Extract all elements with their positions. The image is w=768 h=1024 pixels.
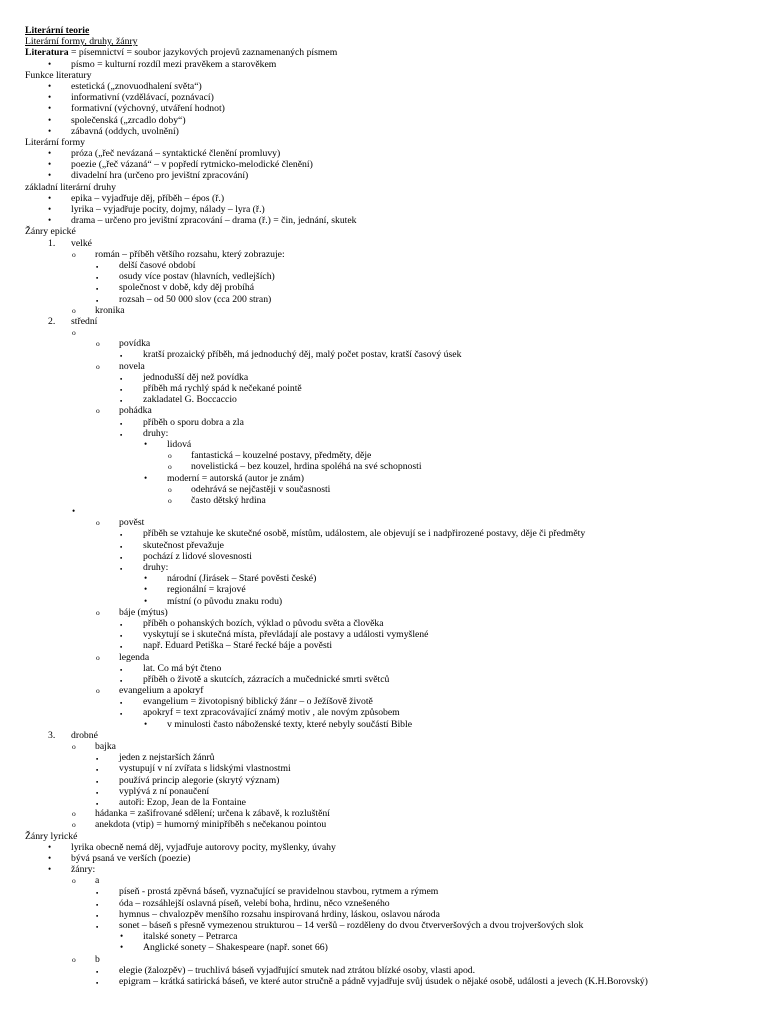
line-text: zábavná (oddych, uvolnění) bbox=[71, 125, 179, 137]
document-line bbox=[25, 25, 755, 36]
document-line bbox=[25, 752, 755, 763]
document-line bbox=[25, 886, 755, 897]
bullet-square-icon: ▪ bbox=[96, 968, 99, 976]
document-line bbox=[25, 461, 755, 472]
line-text: próza („řeč nevázaná – syntaktické členění promluvy) bbox=[71, 148, 281, 160]
bullet-square-icon: ▪ bbox=[96, 924, 99, 931]
line-text: příběh o životě a skutcích, zázracích a mučednické smrti světců bbox=[143, 673, 390, 685]
line-text: román – příběh většího rozsahu, který zobrazuje: bbox=[95, 248, 285, 260]
bullet-disc-icon: • bbox=[48, 170, 52, 181]
line-text: druhy: bbox=[143, 427, 169, 439]
bullet-square-icon: ▪ bbox=[96, 800, 99, 808]
line-text: estetická („znovuodhalení světa“) bbox=[71, 80, 202, 92]
bullet-circle-icon: o bbox=[72, 305, 76, 315]
line-text: poezie („řeč vázaná“ – v popředí rytmicko-melodické členění) bbox=[71, 159, 313, 171]
bullet-disc-icon: • bbox=[48, 80, 52, 91]
line-text: např. Eduard Petiška – Staré řecké báje a pověsti bbox=[143, 640, 333, 652]
document-line bbox=[25, 282, 755, 293]
bullet-disc-icon: • bbox=[120, 942, 124, 953]
line-text: hádanka = zašifrované sdělení; určena k zábavě, k rozluštění bbox=[95, 808, 330, 820]
bullet-square-icon: ▪ bbox=[96, 789, 99, 797]
bullet-disc-icon: • bbox=[120, 931, 124, 942]
line-text: pohádka bbox=[119, 405, 152, 417]
bullet-disc-icon: • bbox=[72, 506, 76, 517]
bullet-circle-icon: o bbox=[96, 518, 100, 528]
line-text: a bbox=[95, 875, 100, 887]
bullet-disc-icon: • bbox=[48, 852, 52, 863]
line-text: delší časové období bbox=[119, 259, 196, 271]
bullet-circle-icon: o bbox=[72, 249, 76, 259]
document-line bbox=[25, 271, 755, 282]
document-line bbox=[25, 719, 755, 730]
line-text: píseň - prostá zpěvná báseň, vyznačující se pravidelnou stavbou, rytmem a rýmem bbox=[119, 886, 439, 898]
bullet-circle-icon: o bbox=[72, 328, 76, 338]
line-text: povídka bbox=[119, 338, 151, 350]
line-text: lyrika obecně nemá děj, vyjadřuje autorovy pocity, myšlenky, úvahy bbox=[71, 841, 336, 853]
document-line bbox=[25, 696, 755, 707]
bullet-circle-icon: o bbox=[168, 462, 172, 472]
document-line bbox=[25, 607, 755, 618]
line-text: b bbox=[95, 953, 100, 965]
document-line bbox=[25, 573, 755, 584]
line-text: příběh o sporu dobra a zla bbox=[143, 416, 244, 428]
line-text: základní literární druhy bbox=[25, 181, 116, 193]
document-line bbox=[25, 103, 755, 114]
line-text: báje (mýtus) bbox=[119, 606, 168, 618]
line-text: příběh má rychlý spád k nečekané pointě bbox=[143, 383, 302, 394]
bullet-square-icon: ▪ bbox=[120, 532, 123, 540]
bullet-circle-icon: o bbox=[96, 652, 100, 662]
line-text: bývá psaná ve verších (poezie) bbox=[71, 852, 191, 864]
document-line bbox=[25, 81, 755, 92]
document-line bbox=[25, 707, 755, 718]
document-line bbox=[25, 775, 755, 786]
bullet-circle-icon: o bbox=[96, 339, 100, 349]
line-text: rozsah – od 50 000 slov (cca 200 stran) bbox=[119, 293, 272, 305]
document-line bbox=[25, 361, 755, 372]
bullet-square-icon: ▪ bbox=[120, 621, 123, 629]
document-line bbox=[25, 137, 755, 148]
document-line bbox=[25, 159, 755, 170]
document-line bbox=[25, 819, 755, 830]
document-line bbox=[25, 115, 755, 126]
line-text: Anglické sonety – Shakespeare (např. sonet 66) bbox=[143, 942, 328, 954]
document-line bbox=[25, 47, 755, 58]
line-text: často dětský hrdina bbox=[191, 494, 266, 506]
document-line bbox=[25, 238, 755, 249]
line-text: národní (Jirásek – Staré pověsti české) bbox=[167, 573, 317, 585]
document-line bbox=[25, 741, 755, 752]
bullet-square-icon: ▪ bbox=[120, 644, 123, 652]
line-text: zakladatel G. Boccaccio bbox=[143, 394, 237, 406]
document-line bbox=[25, 338, 755, 349]
bullet-square-icon: ▪ bbox=[96, 901, 99, 909]
document-line bbox=[25, 428, 755, 439]
line-text: autoři: Ezop, Jean de la Fontaine bbox=[119, 796, 246, 808]
bullet-square-icon: ▪ bbox=[120, 566, 123, 573]
bullet-circle-icon: o bbox=[168, 451, 172, 461]
document-line bbox=[25, 652, 755, 663]
document-line bbox=[25, 450, 755, 461]
line-text: Funkce literatury bbox=[25, 69, 92, 81]
document-line bbox=[25, 506, 755, 517]
document-line bbox=[25, 473, 755, 484]
line-text: osudy více postav (hlavních, vedlejších) bbox=[119, 271, 275, 283]
line-text-rest: = písemnictví = soubor jazykových projevů zaznamenaných písmem bbox=[68, 47, 338, 59]
bullet-disc-icon: • bbox=[144, 573, 148, 584]
list-number: 2. bbox=[48, 315, 56, 327]
line-text: skutečnost převažuje bbox=[143, 539, 224, 551]
bullet-square-icon: ▪ bbox=[96, 778, 99, 786]
line-text: žánry: bbox=[71, 864, 96, 876]
document-line bbox=[25, 193, 755, 204]
bullet-circle-icon: o bbox=[168, 495, 172, 505]
line-text: divadelní hra (určeno pro jevištní zpracování) bbox=[71, 170, 249, 182]
document-line bbox=[25, 920, 755, 931]
document-line bbox=[25, 797, 755, 808]
bullet-circle-icon: o bbox=[96, 686, 100, 696]
line-text: apokryf = text zpracovávající známý motiv , ale novým způsobem bbox=[143, 707, 400, 719]
document-line bbox=[25, 305, 755, 316]
line-text: druhy: bbox=[143, 562, 169, 573]
document-line bbox=[25, 182, 755, 193]
bullet-disc-icon: • bbox=[48, 148, 52, 159]
bullet-disc-icon: • bbox=[144, 438, 148, 449]
line-text: vystupují v ní zvířata s lidskými vlastnostmi bbox=[119, 763, 291, 775]
bullet-square-icon: ▪ bbox=[96, 263, 99, 271]
line-text: bajka bbox=[95, 741, 116, 752]
line-text: společnost v době, kdy děj probíhá bbox=[119, 282, 255, 294]
bullet-square-icon: ▪ bbox=[96, 756, 99, 764]
document-line bbox=[25, 417, 755, 428]
document-line bbox=[25, 931, 755, 942]
bullet-square-icon: ▪ bbox=[96, 979, 99, 987]
line-text: sonet – báseň s přesně vymezenou strukturou – 14 veršů – rozděleny do dvou čtververšových a dvou trojveršových slok bbox=[119, 920, 584, 931]
document-line bbox=[25, 596, 755, 607]
line-text: drama – určeno pro jevištní zpracování – drama (ř.) = čin, jednání, skutek bbox=[71, 215, 357, 227]
line-text: legenda bbox=[119, 651, 150, 663]
line-text: pochází z lidové slovesnosti bbox=[143, 550, 252, 562]
line-text: lidová bbox=[167, 438, 192, 450]
document-line bbox=[25, 294, 755, 305]
document-line bbox=[25, 629, 755, 640]
document-line bbox=[25, 226, 755, 237]
bullet-square-icon: ▪ bbox=[120, 633, 123, 641]
line-text: Literární formy bbox=[25, 136, 85, 148]
bullet-square-icon: ▪ bbox=[120, 431, 123, 439]
bullet-disc-icon: • bbox=[48, 204, 52, 214]
bullet-disc-icon: • bbox=[48, 192, 52, 203]
bullet-square-icon: ▪ bbox=[120, 700, 123, 708]
document-line bbox=[25, 853, 755, 864]
line-text bbox=[25, 47, 337, 58]
document-line bbox=[25, 663, 755, 674]
list-number: 3. bbox=[48, 729, 56, 741]
document-subtitle: Literární formy, druhy, žánry bbox=[25, 36, 138, 48]
document-line bbox=[25, 148, 755, 159]
list-number: 1. bbox=[48, 237, 56, 249]
document-line bbox=[25, 260, 755, 271]
document-line bbox=[25, 965, 755, 976]
bullet-circle-icon: o bbox=[168, 484, 172, 494]
document-body bbox=[25, 25, 755, 987]
document-line bbox=[25, 349, 755, 360]
document-line bbox=[25, 942, 755, 953]
document-line bbox=[25, 864, 755, 875]
line-text: drobné bbox=[71, 729, 98, 741]
bullet-circle-icon: o bbox=[72, 954, 76, 964]
line-text: kronika bbox=[95, 304, 125, 316]
document-line bbox=[25, 909, 755, 920]
line-text: novela bbox=[119, 360, 145, 372]
line-text: vyskytují se i skutečná místa, převládají ale postavy a události vymyšlené bbox=[143, 629, 429, 641]
bullet-square-icon: ▪ bbox=[120, 375, 123, 383]
line-text: společenská („zrcadlo doby“) bbox=[71, 114, 186, 126]
bullet-circle-icon: o bbox=[96, 361, 100, 371]
line-text: epika – vyjadřuje děj, příběh – épos (ř.) bbox=[71, 192, 225, 204]
document-line bbox=[25, 92, 755, 103]
bullet-square-icon: ▪ bbox=[96, 275, 99, 283]
document-line bbox=[25, 584, 755, 595]
document-line bbox=[25, 786, 755, 797]
document-line bbox=[25, 898, 755, 909]
bullet-disc-icon: • bbox=[48, 58, 52, 69]
line-text: Žánry epické bbox=[25, 226, 76, 238]
document-line bbox=[25, 831, 755, 842]
bullet-square-icon: ▪ bbox=[120, 711, 123, 719]
document-line bbox=[25, 70, 755, 81]
line-text: hymnus – chvalozpěv menšího rozsahu inspirovaná hrdiny, láskou, oslavou národa bbox=[119, 908, 440, 920]
bullet-disc-icon: • bbox=[48, 92, 52, 103]
bullet-square-icon: ▪ bbox=[96, 297, 99, 305]
document-line bbox=[25, 495, 755, 506]
document-line bbox=[25, 405, 755, 416]
document-line bbox=[25, 372, 755, 383]
bullet-circle-icon: o bbox=[72, 809, 76, 819]
line-text: informativní (vzdělávací, poznávací) bbox=[71, 92, 214, 104]
document-line bbox=[25, 528, 755, 539]
line-text: jeden z nejstarších žánrů bbox=[119, 752, 215, 764]
bullet-disc-icon: • bbox=[144, 595, 148, 606]
document-line bbox=[25, 808, 755, 819]
bullet-square-icon: ▪ bbox=[120, 420, 123, 428]
document-line bbox=[25, 540, 755, 551]
document-line bbox=[25, 730, 755, 741]
bullet-disc-icon: • bbox=[48, 159, 52, 170]
document-line bbox=[25, 59, 755, 70]
document-line bbox=[25, 394, 755, 405]
line-text: lyrika – vyjadřuje pocity, dojmy, nálady – lyra (ř.) bbox=[71, 204, 265, 215]
line-text: formativní (výchovný, utváření hodnot) bbox=[71, 103, 225, 115]
line-text: moderní = autorská (autor je znám) bbox=[167, 472, 305, 484]
bullet-square-icon: ▪ bbox=[120, 398, 123, 406]
line-text: místní (o původu znaku rodu) bbox=[167, 595, 283, 607]
bullet-square-icon: ▪ bbox=[96, 890, 99, 898]
bullet-disc-icon: • bbox=[48, 864, 52, 875]
line-text: pověst bbox=[119, 517, 145, 529]
document-line bbox=[25, 36, 755, 47]
document-line bbox=[25, 685, 755, 696]
bullet-disc-icon: • bbox=[144, 472, 148, 483]
line-text: óda – rozsáhlejší oslavná píseň, velebí boha, hrdinu, něco vznešeného bbox=[119, 897, 390, 909]
document-line bbox=[25, 215, 755, 226]
document-line bbox=[25, 842, 755, 853]
line-text: elegie (žalozpěv) – truchlivá báseň vyjadřující smutek nad ztrátou blízké osoby, vlasti apod. bbox=[119, 964, 476, 976]
document-line bbox=[25, 249, 755, 260]
document-line bbox=[25, 976, 755, 987]
document-line bbox=[25, 204, 755, 215]
line-text: vyplývá z ní ponaučení bbox=[119, 785, 210, 797]
bullet-disc-icon: • bbox=[48, 125, 52, 136]
line-text: italské sonety – Petrarca bbox=[143, 931, 238, 943]
line-text: používá princip alegorie (skrytý význam) bbox=[119, 774, 280, 786]
bullet-square-icon: ▪ bbox=[120, 554, 123, 562]
document-line bbox=[25, 316, 755, 327]
bold-term: Literatura bbox=[25, 47, 69, 59]
bullet-square-icon: ▪ bbox=[120, 666, 123, 674]
document-line bbox=[25, 439, 755, 450]
line-text: příběh se vztahuje ke skutečné osobě, místům, událostem, ale objevují se i nadpřirozené postavy, děje či předměty bbox=[143, 528, 586, 540]
document-line bbox=[25, 170, 755, 181]
bullet-circle-icon: o bbox=[96, 607, 100, 617]
bullet-square-icon: ▪ bbox=[120, 543, 123, 551]
bullet-square-icon: ▪ bbox=[120, 353, 123, 361]
line-text: novelistická – bez kouzel, hrdina spoléhá na své schopnosti bbox=[191, 461, 422, 473]
bullet-square-icon: ▪ bbox=[120, 677, 123, 685]
document-line bbox=[25, 763, 755, 774]
document-line bbox=[25, 383, 755, 394]
line-text: jednodušší děj než povídka bbox=[143, 371, 249, 383]
line-text: odehrává se nejčastěji v současnosti bbox=[191, 483, 331, 495]
line-text: anekdota (vtip) = humorný minipříběh s nečekanou pointou bbox=[95, 819, 327, 831]
bullet-circle-icon: o bbox=[96, 406, 100, 416]
line-text: příběh o pohanských bozích, výklad o původu světa a člověka bbox=[143, 617, 384, 629]
document-line bbox=[25, 875, 755, 886]
document-line bbox=[25, 551, 755, 562]
document-line bbox=[25, 517, 755, 528]
bullet-disc-icon: • bbox=[48, 215, 52, 226]
line-text: fantastická – kouzelné postavy, předměty, děje bbox=[191, 450, 372, 462]
document-line bbox=[25, 484, 755, 495]
bullet-disc-icon: • bbox=[48, 103, 52, 114]
bullet-square-icon: ▪ bbox=[96, 286, 99, 294]
document-line bbox=[25, 674, 755, 685]
line-text: epigram – krátká satirická báseň, ve které autor stručně a pádně vyjadřuje svůj úsudek o nějaké osobě, události a jevech (K.H.Borovský) bbox=[119, 975, 648, 987]
bullet-square-icon: ▪ bbox=[96, 767, 99, 775]
document-line bbox=[25, 562, 755, 573]
bullet-circle-icon: o bbox=[72, 876, 76, 886]
bullet-disc-icon: • bbox=[48, 114, 52, 125]
bullet-circle-icon: o bbox=[72, 742, 76, 751]
document-line bbox=[25, 126, 755, 137]
line-text: lat. Co má být čteno bbox=[143, 662, 222, 674]
line-text: evangelium = životopisný biblický žánr – o Ježíšově životě bbox=[143, 696, 373, 708]
line-text: kratší prozaický příběh, má jednoduchý děj, malý počet postav, kratší časový úsek bbox=[143, 349, 462, 361]
bullet-circle-icon: o bbox=[72, 820, 76, 830]
line-text: v minulosti často náboženské texty, které nebyly součástí Bible bbox=[167, 718, 413, 730]
line-text: regionální = krajové bbox=[167, 584, 246, 596]
document-title: Literární teorie bbox=[25, 25, 90, 36]
line-text: velké bbox=[71, 237, 92, 249]
document-line bbox=[25, 954, 755, 965]
document-line bbox=[25, 327, 755, 338]
bullet-square-icon: ▪ bbox=[96, 912, 99, 920]
line-text: písmo = kulturní rozdíl mezi pravěkem a starověkem bbox=[71, 58, 277, 70]
line-text: Žánry lyrické bbox=[25, 830, 78, 842]
bullet-disc-icon: • bbox=[144, 584, 148, 595]
document-line bbox=[25, 640, 755, 651]
document-line bbox=[25, 618, 755, 629]
line-text: střední bbox=[71, 315, 98, 327]
bullet-square-icon: ▪ bbox=[120, 387, 123, 394]
line-text: evangelium a apokryf bbox=[119, 685, 204, 697]
bullet-disc-icon: • bbox=[48, 841, 52, 852]
bullet-disc-icon: • bbox=[144, 718, 148, 729]
